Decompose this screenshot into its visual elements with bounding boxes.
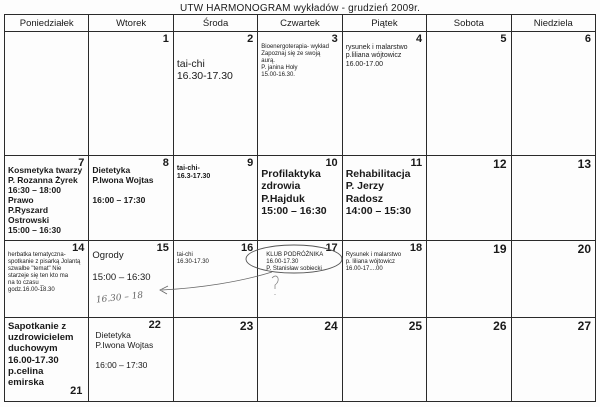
day-cell-8 bbox=[89, 156, 173, 241]
week-row-4 bbox=[5, 318, 596, 402]
event-text: Sapotkanie z uzdrowicielem duchowym 16.00-17.30 p.celina emirska bbox=[8, 321, 74, 389]
day-cell-13 bbox=[511, 156, 595, 241]
day-number: 7 bbox=[78, 157, 85, 169]
day-number: 3 bbox=[331, 33, 338, 45]
event-text: Bioenergoterapia- wykład Zapoznaj się ze swoją aurą. P. janina Hoły 15.00-16.30. bbox=[261, 44, 329, 79]
event-text: Rehabilitacja P. Jerzy Radosz 14:00 – 15:30 bbox=[345, 168, 412, 218]
day-number: 4 bbox=[415, 33, 423, 45]
event-text: Ogrody 15:00 – 16:30 bbox=[92, 250, 151, 284]
day-number: 6 bbox=[584, 33, 591, 45]
event-text: herbatka tematyczna- spotkanie z pisarką Jolantą szwalbe "temat" Nie starzeje się ten kto ma na to czasu _ godz.16.00-18.30 bbox=[8, 252, 81, 294]
weekday-saturday: Sobota bbox=[427, 15, 511, 32]
day-cell-24 bbox=[258, 318, 342, 402]
event-text: Dietetyka P.Iwona Wojtas 16:00 – 17:30 bbox=[92, 165, 154, 206]
day-number: 14 bbox=[72, 242, 85, 254]
handwritten-time-note: 16.30 – 18 bbox=[95, 290, 144, 306]
day-number: 12 bbox=[493, 157, 507, 171]
weekday-wednesday: Środa bbox=[173, 15, 257, 32]
event-text: rysunek i malarstwo p.liliana wójtowicz 16.00-17.00 bbox=[345, 44, 408, 68]
day-number: 22 bbox=[148, 319, 161, 331]
day-number: 27 bbox=[577, 319, 591, 333]
day-cell-6 bbox=[511, 32, 595, 156]
day-number: 10 bbox=[325, 157, 338, 169]
day-cell-17 bbox=[258, 241, 342, 318]
day-cell-7 bbox=[5, 156, 89, 241]
day-cell-3 bbox=[258, 32, 342, 156]
event-text: Dietetyka P.Iwona Wojtas 16:00 – 17:30 bbox=[95, 330, 154, 371]
event-text: tai-chi 16.30-17.30 bbox=[176, 252, 209, 266]
weekday-header-row bbox=[5, 15, 596, 32]
week-row-3 bbox=[5, 241, 596, 318]
event-text: Rysunek i malarstwo p. liliana wójtowicz 16.00-17....00 bbox=[345, 252, 402, 273]
weekday-sunday: Niedziela bbox=[511, 15, 595, 32]
day-number: 18 bbox=[409, 242, 423, 254]
event-text: Profilaktyka zdrowia P.Hajduk 15:00 – 16:30 bbox=[261, 168, 327, 218]
day-cell-11 bbox=[342, 156, 426, 241]
day-number: 26 bbox=[493, 319, 507, 333]
event-text: Kosmetyka twarzy P. Rozanna Żyrek 16:30 – 18:00 Prawo P.Ryszard Ostrowski 15:00 – 16:30 bbox=[8, 165, 83, 236]
day-cell-16 bbox=[173, 241, 257, 318]
day-number: 15 bbox=[156, 242, 169, 254]
day-cell-12 bbox=[427, 156, 511, 241]
day-number: 25 bbox=[408, 319, 423, 333]
event-text: tai-chi- 16.3-17.30 bbox=[176, 165, 211, 181]
day-number: 21 bbox=[70, 385, 83, 397]
day-cell-empty bbox=[5, 32, 89, 156]
day-cell-18 bbox=[342, 241, 426, 318]
day-number: 23 bbox=[239, 319, 254, 333]
weekday-tuesday: Wtorek bbox=[89, 15, 173, 32]
schedule-title-text: UTW HARMONOGRAM wykładów - grudzień 2009r. bbox=[179, 3, 421, 14]
schedule-title bbox=[0, 3, 600, 14]
day-number: 9 bbox=[247, 157, 254, 169]
day-cell-9 bbox=[173, 156, 257, 241]
day-number: 11 bbox=[410, 157, 423, 169]
day-cell-19 bbox=[427, 241, 511, 318]
day-number: 13 bbox=[577, 157, 591, 171]
day-cell-10 bbox=[258, 156, 342, 241]
day-number: 20 bbox=[577, 242, 591, 256]
day-cell-14 bbox=[5, 241, 89, 318]
day-cell-5 bbox=[427, 32, 511, 156]
event-text: KLUB PODRÓŻNIKA 16.00-17.30 P. Stanisław sobiecki bbox=[266, 252, 324, 273]
event-text: tai-chi 16.30-17.30 bbox=[176, 58, 233, 83]
day-cell-26 bbox=[427, 318, 511, 402]
day-number: 16 bbox=[241, 242, 254, 254]
day-number: 19 bbox=[493, 242, 507, 256]
day-number: 2 bbox=[247, 33, 254, 45]
day-number: 1 bbox=[162, 33, 169, 45]
day-number: 17 bbox=[325, 242, 338, 254]
week-row-2 bbox=[5, 156, 596, 241]
day-cell-21 bbox=[5, 318, 89, 402]
day-cell-2 bbox=[173, 32, 257, 156]
day-cell-22 bbox=[89, 318, 173, 402]
day-number: 8 bbox=[162, 157, 169, 169]
weekday-thursday: Czwartek bbox=[258, 15, 342, 32]
weekday-friday: Piątek bbox=[342, 15, 426, 32]
day-cell-27 bbox=[511, 318, 595, 402]
calendar-grid bbox=[4, 14, 596, 402]
day-number: 5 bbox=[500, 33, 507, 45]
day-cell-20 bbox=[511, 241, 595, 318]
day-number: 24 bbox=[324, 319, 338, 333]
day-cell-25 bbox=[342, 318, 426, 402]
weekday-monday: Poniedziałek bbox=[5, 15, 89, 32]
week-row-1 bbox=[5, 32, 596, 156]
day-cell-4 bbox=[342, 32, 426, 156]
day-cell-1 bbox=[89, 32, 173, 156]
day-cell-23 bbox=[173, 318, 257, 402]
